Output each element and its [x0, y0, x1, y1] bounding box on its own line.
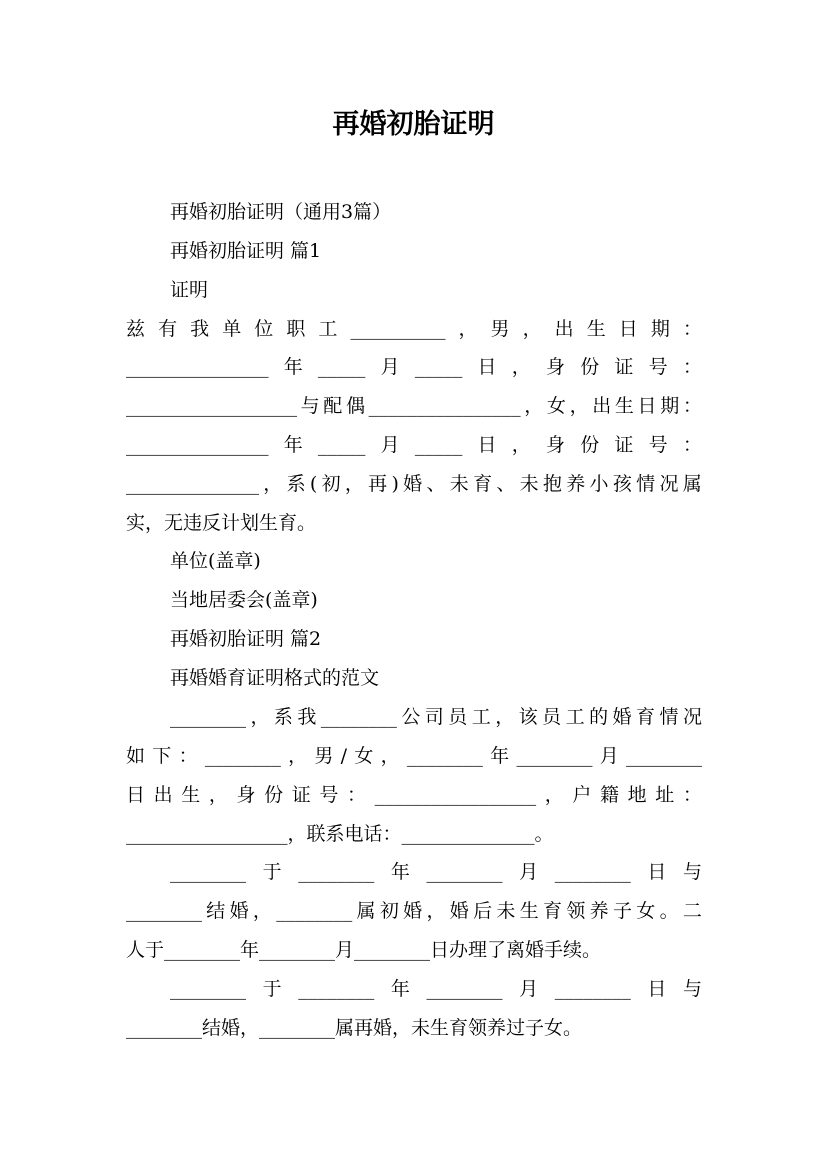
paragraph-line: ________ 于 ________ 年 ________ 月 ________ 日 与 [170, 861, 702, 883]
paragraph-line: ________ ， 系 我 ________ 公 司 员 工 ， 该 员 工 的 婚 育 情 况 [170, 706, 702, 728]
paragraph-line: _________________，联系电话：______________。 [126, 823, 554, 845]
paragraph-line: __________________ 与 配 偶 ________________ ， 女 ， 出 生 日 期 ： [126, 395, 702, 417]
paragraph-line: ________ 于 ________ 年 ________ 月 ________ 日 与 [170, 978, 702, 1000]
paragraph-line: 日 出 生 ， 身 份 证 号 ： _________________ ， 户 籍 地 址 ： [126, 784, 702, 806]
paragraph-line: _______________ 年 _____ 月 _____ 日 ， 身 份 证 号 ： [126, 356, 702, 378]
paragraph-line: ______________ ， 系 ( 初 ， 再 ) 婚 、 未 育 、 未 抱 养 小 孩 情 况 属 [126, 473, 702, 495]
paragraph-line: 当地居委会(盖章) [170, 589, 318, 611]
paragraph-line: 单位(盖章) [170, 550, 261, 572]
page-title: 再婚初胎证明 [332, 109, 495, 140]
paragraph-line: 证明 [170, 279, 209, 301]
paragraph-line: 再婚初胎证明 篇1 [170, 240, 322, 262]
paragraph-line: _______________ 年 _____ 月 _____ 日 ， 身 份 证 号 ： [126, 434, 702, 456]
paragraph-line: ________ 结 婚 ， ________ 属 初 婚 ， 婚 后 未 生 育 领 养 子 女 。 二 [126, 900, 702, 922]
paragraph-line: 再婚初胎证明 篇2 [170, 628, 322, 650]
paragraph-line: 实，无违反计划生育。 [126, 512, 317, 534]
paragraph-line: 兹 有 我 单 位 职 工 __________ ， 男 ， 出 生 日 期 ： [126, 318, 702, 340]
paragraph-line: ________结婚，________属再婚，未生育领养过子女。 [126, 1017, 583, 1039]
paragraph-line: 再婚初胎证明（通用3篇） [170, 201, 392, 223]
paragraph-line: 人于________年________月________日办理了离婚手续。 [126, 939, 602, 961]
paragraph-line: 如 下 ： ________ ， 男 / 女 ， ________ 年 ________ 月 ________ [126, 745, 702, 767]
paragraph-line: 再婚婚育证明格式的范文 [170, 667, 380, 689]
